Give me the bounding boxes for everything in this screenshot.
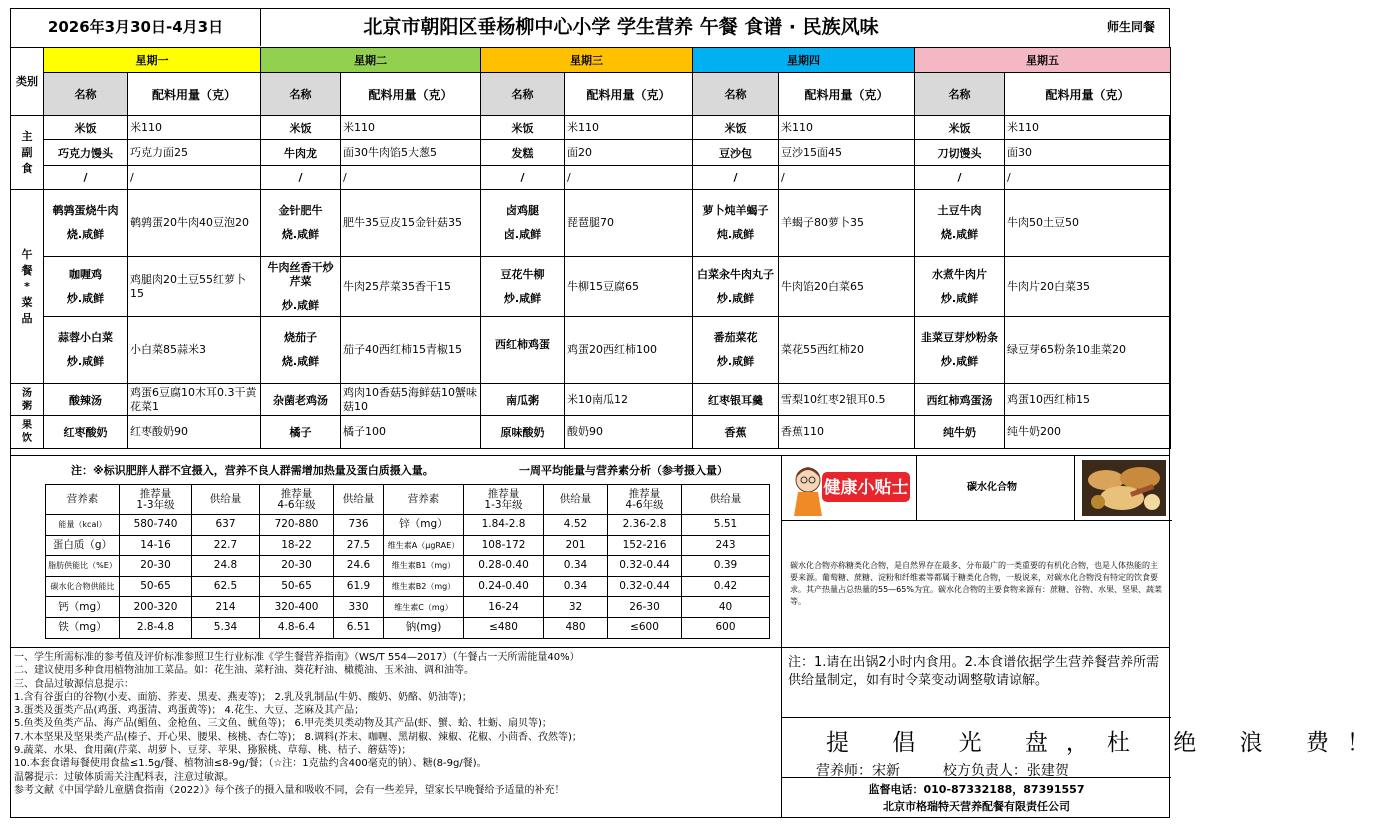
dish-title: 豆花牛柳 (500, 267, 545, 281)
dish-title: 牛肉丝香干炒芹菜 (267, 260, 334, 288)
fruit-ingredients: 酸奶90 (565, 416, 693, 449)
nutrient-name: 维生素B1（mg） (384, 556, 464, 577)
cooking-method: 烧.咸鲜 (940, 228, 979, 241)
fruit-ingredients: 纯牛奶200 (1005, 416, 1171, 449)
note-line: 1.含有谷蛋白的谷物(小麦、面筋、荞麦、黑麦、燕麦等)； 2.乳及乳制品(牛奶、酸奶、奶酪、奶油等)； (14, 691, 472, 703)
nutrient-value: 214 (192, 597, 260, 618)
nutrition-header: 推荐量 4-6年级 (260, 485, 334, 515)
slogan-box (782, 718, 1388, 779)
dish-title: 西红柿鸡蛋 (495, 338, 550, 351)
ingredient-col-header: 配料用量（克） (341, 73, 481, 116)
nutrient-value: ≤600 (608, 617, 682, 638)
dish-name: 米饭 (44, 116, 128, 140)
dish-title: 土豆牛肉 (937, 204, 982, 217)
nutrient-value: 5.51 (682, 515, 770, 536)
dish-ingredients: / (1005, 166, 1171, 190)
cooking-method: 炖.咸鲜 (716, 228, 755, 241)
nutrient-value: 152-216 (608, 535, 682, 556)
nutrient-name: 维生素B2（mg） (384, 576, 464, 597)
nutrient-value: 480 (544, 617, 608, 638)
note-line: 三、食品过敏源信息提示： (14, 678, 134, 690)
date-range: 2026年3月30日-4月3日 (11, 9, 261, 46)
header (10, 8, 1170, 48)
footer-section (10, 647, 1388, 818)
health-tip-banner (786, 458, 912, 518)
tip-topic: 碳水化合物 (967, 482, 1017, 493)
dish-ingredients: 小白菜85蒜米3 (128, 317, 261, 384)
nutrient-value: 20-30 (260, 556, 334, 577)
divider (916, 456, 917, 520)
dish-name (693, 317, 779, 384)
dish-ingredients: 牛肉50土豆50 (1005, 190, 1171, 257)
note-line: 3.蛋类及蛋类产品(鸡蛋、鸡蛋清、鸡蛋黄等)； 4.花生、大豆、芝麻及其产品； (14, 705, 365, 717)
dish-ingredients: 巧克力面25 (128, 140, 261, 166)
nutrient-name: 维生素C（mg） (384, 597, 464, 618)
cooking-method: 炒.咸鲜 (66, 291, 105, 305)
tip-header (782, 456, 1172, 521)
nutrient-value: 0.34 (544, 556, 608, 577)
cooking-method: 炒.咸鲜 (503, 291, 542, 305)
dish-ingredients: 鸡蛋20西红柿100 (565, 317, 693, 384)
divider (1074, 456, 1075, 520)
nutrient-value: 0.28-0.40 (464, 556, 544, 577)
dish-name (44, 190, 128, 257)
nutrient-value: 320-400 (260, 597, 334, 618)
nutrient-value: 201 (544, 535, 608, 556)
nutrient-value: 736 (334, 515, 384, 536)
dish-ingredients: 米110 (341, 116, 481, 140)
category-soup (11, 384, 44, 416)
staff-line (816, 760, 1069, 780)
nutrient-name: 蛋白质（g） (46, 535, 120, 556)
day-header-thu: 星期四 (693, 48, 915, 73)
day-header-fri: 星期五 (915, 48, 1171, 73)
dish-ingredients: 茄子40西红柿15青椒15 (341, 317, 481, 384)
tip-text: 碳水化合物亦称糖类化合物，是自然界存在最多、分布最广的一类重要的有机化合物，也是人体热能的主要来源。葡萄糖、蔗糖、淀粉和纤维素等都属于糖类化合物，一般说来，对碳水化合物没有特定的饮食要求。其产热量占总热量的55—65%为宜。碳水化合物的主要食物来源有：蔗糖、谷物、水果、坚果、蔬菜等。 (790, 561, 1162, 606)
dish-name (915, 190, 1005, 257)
nutrient-value: 637 (192, 515, 260, 536)
soup-ingredients: 雪梨10红枣2银耳0.5 (779, 384, 915, 416)
dish-title: 韭菜豆芽炒粉条 (921, 331, 998, 344)
fruit-name: 香蕉 (693, 416, 779, 449)
category-staple (11, 116, 44, 190)
nutrient-value: 200-320 (120, 597, 192, 618)
name-col-header: 名称 (44, 73, 128, 116)
note-line: 7.木本坚果及坚果类产品(榛子、开心果、腰果、核桃、杏仁等)； 8.调料(芥末、咖喱、黑胡椒、辣椒、花椒、小茴香、孜然等)； (14, 731, 582, 743)
soup-ingredients: 鸡蛋10西红柿15 (1005, 384, 1171, 416)
category-fruit (11, 416, 44, 449)
note-line: 参考文献《中国学龄儿童膳食指南（2022）》每个孩子的摄入量和吸收不同，会有一些差异，望家长早晚餐给予适量的补充！ (14, 784, 565, 796)
soup-name: 西红柿鸡蛋汤 (915, 384, 1005, 416)
dish-ingredients: / (565, 166, 693, 190)
nutrient-value: 2.36-2.8 (608, 515, 682, 536)
soup-name: 南瓜粥 (481, 384, 565, 416)
cooking-method: 炒.咸鲜 (716, 291, 755, 305)
name-col-header: 名称 (261, 73, 341, 116)
nutrient-value: 243 (682, 535, 770, 556)
nutrient-value: 22.7 (192, 535, 260, 556)
nutrient-value: 50-65 (260, 576, 334, 597)
nutrient-value: 0.34 (544, 576, 608, 597)
dish-ingredients: 鹌鹑蛋20牛肉40豆泡20 (128, 190, 261, 257)
nutrient-value: 0.24-0.40 (464, 576, 544, 597)
nutrient-value: 580-740 (120, 515, 192, 536)
cooking-method: 炒.咸鲜 (66, 355, 105, 368)
nutrient-name: 钙（mg） (46, 597, 120, 618)
cooking-method: 炒.咸鲜 (940, 355, 979, 368)
category-dishes (11, 190, 44, 384)
dish-ingredients: 羊蝎子80萝卜35 (779, 190, 915, 257)
nutrient-value: 18-22 (260, 535, 334, 556)
dish-title: 水煮牛肉片 (932, 267, 987, 281)
nutrition-section (10, 455, 1170, 648)
nutrient-name: 铁（mg） (46, 617, 120, 638)
cooking-method: 卤.咸鲜 (503, 228, 542, 241)
dish-name (915, 257, 1005, 317)
dish-ingredients: 琵琶腿70 (565, 190, 693, 257)
dish-name: / (261, 166, 341, 190)
nutrient-value: 6.51 (334, 617, 384, 638)
nutrient-value: 5.34 (192, 617, 260, 638)
dish-ingredients: 米110 (565, 116, 693, 140)
dish-name (693, 257, 779, 317)
dish-name (44, 257, 128, 317)
health-tip (781, 456, 1171, 649)
dish-name: 巧克力馒头 (44, 140, 128, 166)
dish-name: 米饭 (481, 116, 565, 140)
soup-ingredients: 米10南瓜12 (565, 384, 693, 416)
nutrition-header: 推荐量 1-3年级 (464, 485, 544, 515)
note-obesity: 注：※标识肥胖人群不宜摄入，营养不良人群需增加热量及蛋白质摄入量。 (71, 464, 434, 477)
dish-ingredients: 米110 (128, 116, 261, 140)
nutrient-value: 4.8-6.4 (260, 617, 334, 638)
nutrition-header: 推荐量 1-3年级 (120, 485, 192, 515)
dish-ingredients: 面30牛肉馅5大葱5 (341, 140, 481, 166)
dish-name: 米饭 (261, 116, 341, 140)
nutrient-value: 330 (334, 597, 384, 618)
nutrition-header: 供给量 (334, 485, 384, 515)
nutrient-value: 32 (544, 597, 608, 618)
dish-name (915, 317, 1005, 384)
category-dishes-label: 午餐*菜品 (21, 247, 33, 325)
category-header: 类别 (11, 48, 44, 116)
soup-ingredients: 鸡蛋6豆腐10木耳0.3干黄花菜1 (128, 384, 261, 416)
soup-name: 红枣银耳羹 (693, 384, 779, 416)
dish-name: 豆沙包 (693, 140, 779, 166)
name-col-header: 名称 (481, 73, 565, 116)
dish-ingredients: / (128, 166, 261, 190)
ingredient-col-header: 配料用量（克） (565, 73, 693, 116)
nutrient-value: 1.84-2.8 (464, 515, 544, 536)
nutrient-value: 600 (682, 617, 770, 638)
cooking-method: 炒.咸鲜 (716, 355, 755, 368)
carbohydrate-food-image (1082, 460, 1166, 516)
dish-name (261, 257, 341, 317)
dish-ingredients: 菜花55西红柿20 (779, 317, 915, 384)
nutrient-value: ≤480 (464, 617, 544, 638)
company-name: 北京市格瑞特天营养配餐有限责任公司 (883, 800, 1070, 813)
dish-title: 番茄菜花 (713, 331, 758, 344)
allergen-notes (11, 648, 781, 817)
company-info (782, 778, 1171, 817)
nutrient-name: 脂肪供能比（%E） (46, 556, 120, 577)
nutrient-value: 0.42 (682, 576, 770, 597)
soup-ingredients: 鸡肉10香菇5海鲜菇10蟹味菇10 (341, 384, 481, 416)
day-header-tue: 星期二 (261, 48, 481, 73)
nutrition-header: 供给量 (192, 485, 260, 515)
footer-right (781, 648, 1388, 817)
nutrition-header: 供给量 (682, 485, 770, 515)
category-soup-label: 汤粥 (22, 387, 32, 412)
nutrient-value: 2.8-4.8 (120, 617, 192, 638)
dish-ingredients: / (341, 166, 481, 190)
dish-name (261, 190, 341, 257)
dish-name: / (481, 166, 565, 190)
cooking-method: 烧.咸鲜 (281, 228, 320, 241)
nutrient-value: 16-24 (464, 597, 544, 618)
note-line: 温馨提示：过敏体质需关注配料表，注意过敏源。 (14, 771, 234, 783)
header-tag: 师生同餐 (1106, 20, 1155, 34)
nutritionist: 营养师：宋新 (816, 763, 900, 779)
soup-name: 杂菌老鸡汤 (261, 384, 341, 416)
dish-title: 卤鸡腿 (506, 204, 539, 217)
nutrient-name: 锌（mg） (384, 515, 464, 536)
name-col-header: 名称 (693, 73, 779, 116)
note-line: 一、学生所需标准的参考值及评价标准参照卫生行业标准《学生餐营养指南》（WS/T 554—2017）（午餐占一天所需能量40%） (14, 652, 580, 663)
dish-name (261, 317, 341, 384)
fruit-ingredients: 香蕉110 (779, 416, 915, 449)
serving-note: 注：1.请在出锅2小时内食用。2.本食谱依据学生营养餐营养所需供给量制定，如有时令菜变动调整敬请谅解。 (782, 648, 1171, 718)
nutrient-value: 40 (682, 597, 770, 618)
menu-table (10, 47, 1171, 449)
cooking-method: 炒.咸鲜 (940, 291, 979, 305)
cooking-method: 烧.咸鲜 (281, 355, 320, 368)
nutrition-header: 营养素 (384, 485, 464, 515)
dish-title: 金针肥牛 (278, 204, 323, 217)
nutrient-value: 4.52 (544, 515, 608, 536)
dish-name: / (44, 166, 128, 190)
dish-name: 牛肉龙 (261, 140, 341, 166)
nutrient-value: 0.32-0.44 (608, 576, 682, 597)
dish-ingredients: 绿豆芽65粉条10韭菜20 (1005, 317, 1171, 384)
nutrient-value: 27.5 (334, 535, 384, 556)
dish-name: 米饭 (915, 116, 1005, 140)
nutrient-value: 61.9 (334, 576, 384, 597)
dish-title: 萝卜炖羊蝎子 (702, 204, 769, 217)
supervision-phone: 监督电话：010-87332188，87391557 (868, 783, 1085, 796)
nutrient-name: 维生素A（μgRAE） (384, 535, 464, 556)
dish-name (481, 257, 565, 317)
dish-ingredients: 米110 (1005, 116, 1171, 140)
nutrient-value: 108-172 (464, 535, 544, 556)
nutrient-value: 50-65 (120, 576, 192, 597)
dish-name: 发糕 (481, 140, 565, 166)
nutrition-table (45, 484, 770, 639)
soup-name: 酸辣汤 (44, 384, 128, 416)
nutrition-header: 营养素 (46, 485, 120, 515)
nutrient-value: 24.6 (334, 556, 384, 577)
fruit-name: 红枣酸奶 (44, 416, 128, 449)
dish-title: 白菜汆牛肉丸子 (697, 267, 774, 281)
cooking-method: 烧.咸鲜 (66, 228, 105, 241)
nutrient-value: 14-16 (120, 535, 192, 556)
dish-ingredients: 豆沙15面45 (779, 140, 915, 166)
note-line: 9.蔬菜、水果、食用菌(芹菜、胡萝卜、豆芽、苹果、猕猴桃、草莓、桃、桔子、蘑菇等)； (14, 745, 412, 757)
dish-name: / (915, 166, 1005, 190)
day-header-mon: 星期一 (44, 48, 261, 73)
dish-name: / (693, 166, 779, 190)
dish-name: 米饭 (693, 116, 779, 140)
dish-ingredients: 面20 (565, 140, 693, 166)
nutrient-value: 20-30 (120, 556, 192, 577)
nutrient-value: 0.39 (682, 556, 770, 577)
nutrient-value: 720-880 (260, 515, 334, 536)
tip-title: 健康小贴士 (823, 478, 909, 498)
dish-name (44, 317, 128, 384)
dish-title: 烧茄子 (284, 331, 317, 344)
note-line: 二、建议使用多种食用植物油加工菜品。如：花生油、菜籽油、葵花籽油、橄榄油、玉米油、调和油等。 (14, 665, 474, 677)
dish-name (481, 190, 565, 257)
category-fruit-label: 果饮 (22, 420, 32, 444)
dish-name: 刀切馒头 (915, 140, 1005, 166)
fruit-ingredients: 红枣酸奶90 (128, 416, 261, 449)
dish-title: 咖喱鸡 (69, 267, 102, 281)
slogan: 提 倡 光 盘，杜 绝 浪 费！ (826, 730, 1388, 756)
fruit-name: 原味酸奶 (481, 416, 565, 449)
nutrient-value: 24.8 (192, 556, 260, 577)
ingredient-col-header: 配料用量（克） (779, 73, 915, 116)
nutrition-title: 一周平均能量与营养素分析（参考摄入量） (519, 464, 728, 477)
dish-name (481, 317, 565, 384)
dish-ingredients: 米110 (779, 116, 915, 140)
dish-name (693, 190, 779, 257)
dish-ingredients: / (779, 166, 915, 190)
note-line: 5.鱼类及鱼类产品、海产品(鲳鱼、金枪鱼、三文鱼、鱿鱼等)； 6.甲壳类贝类动物及其产品(虾、蟹、蛤、牡蛎、扇贝等)； (14, 718, 552, 730)
dish-ingredients: 牛肉片20白菜35 (1005, 257, 1171, 317)
nutrient-name: 能量（kcal） (46, 515, 120, 536)
dish-title: 蒜蓉小白菜 (58, 331, 113, 344)
nutrition-header: 推荐量 4-6年级 (608, 485, 682, 515)
note-line: 10.本套食谱每餐使用食盐≤1.5g/餐、植物油≤8-9g/餐；（☆注：1克盐约含400毫克的钠）、糖(8-9g/餐)。 (14, 758, 487, 770)
nutrient-value: 0.32-0.44 (608, 556, 682, 577)
fruit-name: 纯牛奶 (915, 416, 1005, 449)
nutrient-name: 碳水化合物供能比 (46, 576, 120, 597)
day-header-wed: 星期三 (481, 48, 693, 73)
nutrient-name: 钠(mg) (384, 617, 464, 638)
dish-title: 鹌鹑蛋烧牛肉 (52, 204, 119, 217)
dish-ingredients: 牛柳15豆腐65 (565, 257, 693, 317)
school-principal: 校方负责人：张建贺 (942, 763, 1069, 779)
fruit-name: 橘子 (261, 416, 341, 449)
cooking-method: 炒.咸鲜 (281, 298, 320, 312)
category-staple-label: 主副食 (21, 129, 33, 175)
nutrition-header: 供给量 (544, 485, 608, 515)
name-col-header: 名称 (915, 73, 1005, 116)
dish-ingredients: 牛肉25芹菜35香干15 (341, 257, 481, 317)
dish-ingredients: 鸡腿肉20土豆55红萝卜15 (128, 257, 261, 317)
ingredient-col-header: 配料用量（克） (128, 73, 261, 116)
fruit-ingredients: 橘子100 (341, 416, 481, 449)
dish-ingredients: 肥牛35豆皮15金针菇35 (341, 190, 481, 257)
dish-ingredients: 牛肉馅20白菜65 (779, 257, 915, 317)
nutrient-value: 62.5 (192, 576, 260, 597)
dish-ingredients: 面30 (1005, 140, 1171, 166)
ingredient-col-header: 配料用量（克） (1005, 73, 1171, 116)
nutrient-value: 26-30 (608, 597, 682, 618)
page-title: 北京市朝阳区垂杨柳中心小学 学生营养 午餐 食谱 · 民族风味 (363, 16, 879, 38)
